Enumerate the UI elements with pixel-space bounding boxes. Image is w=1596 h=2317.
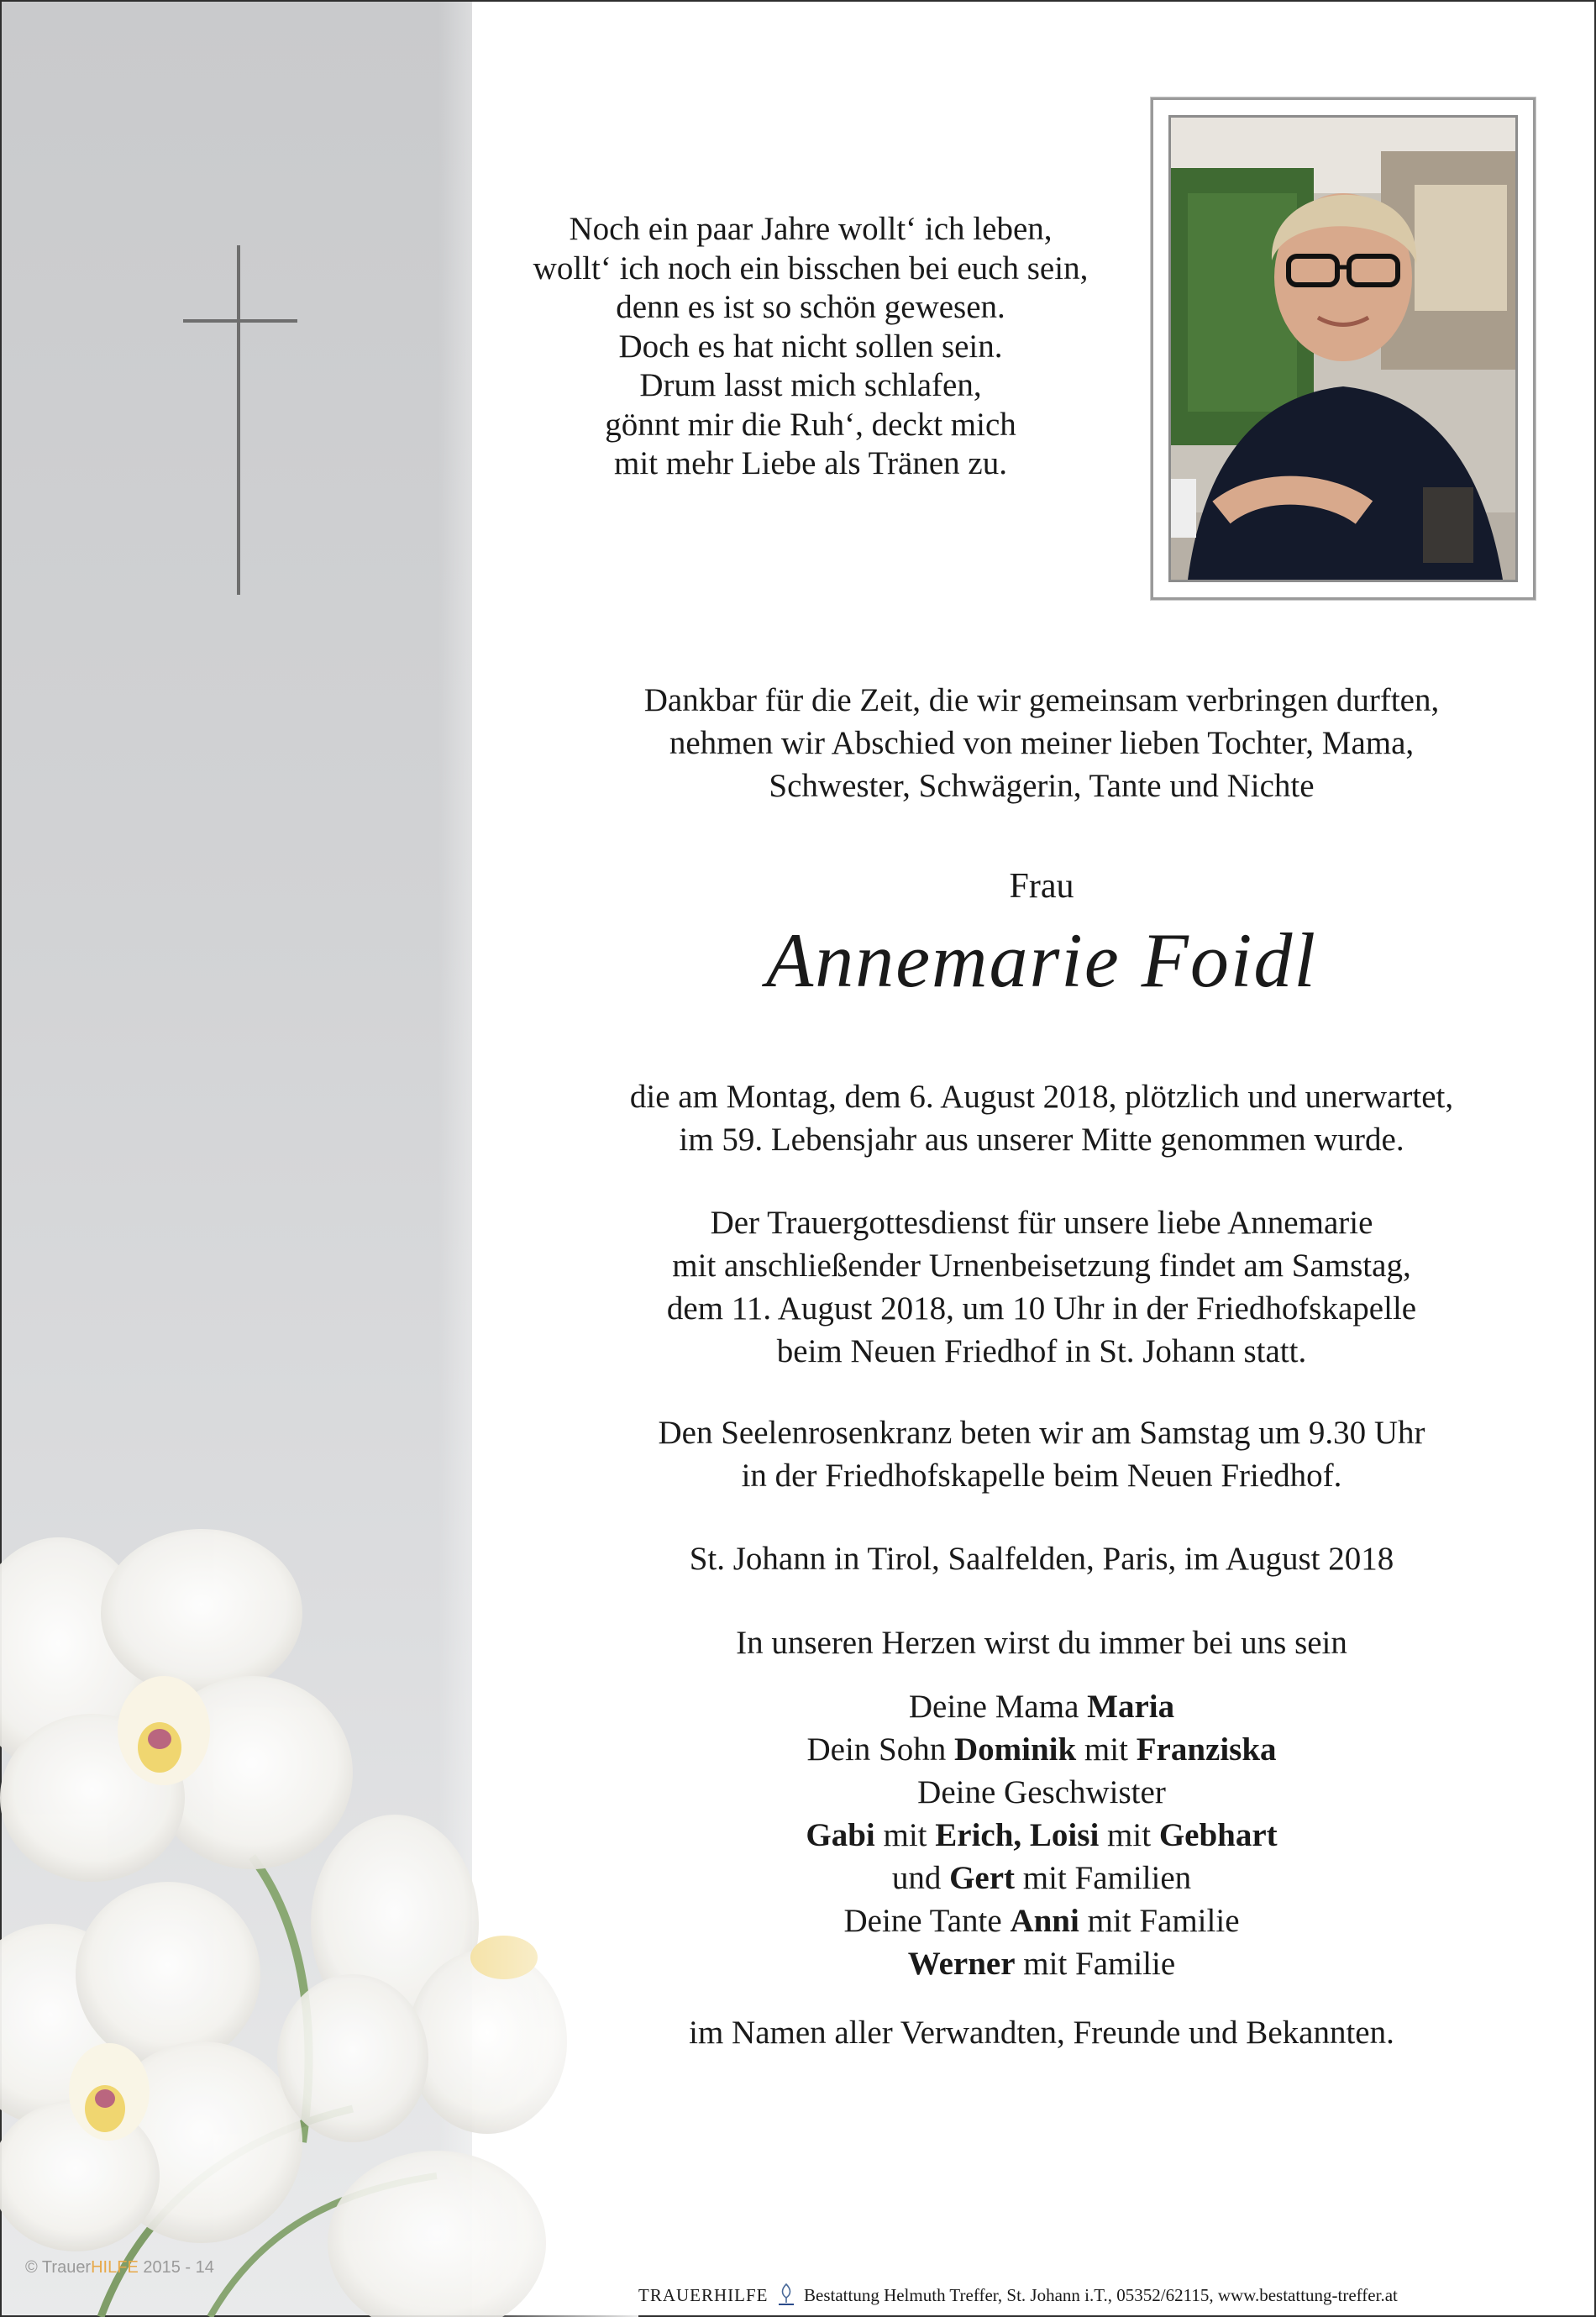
poem-line: Noch ein paar Jahre wollt‘ ich leben, <box>569 211 1053 247</box>
mourner-prefix: Deine Mama <box>908 1689 1079 1725</box>
mourner-prefix: Deine Tante <box>843 1903 1002 1939</box>
death-notice-line: die am Montag, dem 6. August 2018, plötzlich und unerwartet, <box>629 1079 1454 1115</box>
mourner-name: Werner <box>907 1946 1016 1982</box>
closing-line: im Namen aller Verwandten, Freunde und Bekannten. <box>689 2015 1394 2051</box>
mourner-uncle <box>521 1942 1562 1985</box>
intro-text <box>521 679 1562 807</box>
mourner-sibling-gert <box>521 1857 1562 1899</box>
mourner-name: Anni <box>1010 1903 1079 1939</box>
service-line: mit anschließender Urnenbeisetzung findet am Samstag, <box>672 1248 1411 1284</box>
death-notice <box>521 1075 1562 1161</box>
copyright-notice <box>25 2258 214 2278</box>
mourner-name: Maria <box>1087 1689 1175 1725</box>
poem-line: Doch es hat nicht sollen sein. <box>618 328 1003 365</box>
cross-icon <box>183 245 297 595</box>
portrait-photo-frame <box>1151 97 1536 600</box>
rosary-notice <box>521 1411 1562 1497</box>
poem <box>470 210 1151 484</box>
mourner-connector: mit <box>1107 1817 1152 1853</box>
mourner-name: Gabi <box>806 1817 875 1853</box>
mourner-name: Gebhart <box>1158 1817 1278 1853</box>
salutation: Frau <box>1009 867 1074 906</box>
intro-line: Schwester, Schwägerin, Tante und Nichte <box>769 768 1315 804</box>
portrait-photo <box>1168 115 1518 582</box>
poem-line: gönnt mir die Ruh‘, deckt mich <box>605 406 1016 443</box>
mourner-siblings <box>521 1814 1562 1857</box>
mourner-suffix: mit Familien <box>1022 1860 1192 1896</box>
rosary-line: Den Seelenrosenkranz beten wir am Samstag um 9.30 Uhr <box>658 1415 1425 1451</box>
mourner-prefix: Dein Sohn <box>806 1731 947 1768</box>
mourner-name: Dominik <box>953 1731 1077 1768</box>
footer <box>638 2283 1579 2306</box>
death-notice-line: im 59. Lebensjahr aus unserer Mitte genommen wurde. <box>679 1122 1404 1158</box>
copyright-prefix: © Trauer <box>25 2258 92 2277</box>
mourner-son <box>521 1728 1562 1771</box>
mourner-name: Franziska <box>1136 1731 1277 1768</box>
mourner-connector: mit <box>883 1817 927 1853</box>
poem-line: wollt‘ ich noch ein bisschen bei euch sein, <box>533 250 1089 286</box>
mourner-suffix: mit Familie <box>1087 1903 1240 1939</box>
mourner-mama <box>521 1685 1562 1728</box>
mourners-list <box>521 1685 1562 1985</box>
mourner-connector: mit <box>1084 1731 1128 1768</box>
mourner-siblings-heading: Deine Geschwister <box>917 1774 1166 1810</box>
intro-line: Dankbar für die Zeit, die wir gemeinsam verbringen durften, <box>643 682 1440 718</box>
service-line: dem 11. August 2018, um 10 Uhr in der Friedhofskapelle <box>666 1290 1417 1327</box>
portrait-image <box>1171 118 1515 580</box>
service-line: Der Trauergottesdienst für unsere liebe Annemarie <box>710 1205 1373 1241</box>
copyright-brand-accent: HILFE <box>91 2258 139 2277</box>
trauerhilfe-logo-icon <box>776 2283 796 2306</box>
mourner-name: Erich, <box>935 1817 1022 1853</box>
place-date: St. Johann in Tirol, Saalfelden, Paris, im August 2018 <box>689 1541 1394 1577</box>
funeral-service-notice <box>521 1201 1562 1373</box>
mourner-name: Loisi <box>1029 1817 1100 1853</box>
poem-line: Drum lasst mich schlafen, <box>639 367 982 403</box>
poem-line: mit mehr Liebe als Tränen zu. <box>614 445 1007 481</box>
mourner-suffix: mit Familie <box>1023 1946 1176 1982</box>
intro-line: nehmen wir Abschied von meiner lieben Tochter, Mama, <box>669 725 1415 761</box>
rosary-line: in der Friedhofskapelle beim Neuen Friedhof. <box>741 1458 1342 1494</box>
mourner-aunt <box>521 1899 1562 1942</box>
footer-details: Bestattung Helmuth Treffer, St. Johann i.T., 05352/62115, www.bestattung-treffer.at <box>804 2285 1398 2305</box>
mourner-prefix: und <box>891 1860 942 1896</box>
footer-brand: TRAUERHILFE <box>638 2285 769 2305</box>
deceased-name: Annemarie Foidl <box>766 917 1317 1003</box>
mourner-name: Gert <box>949 1860 1016 1896</box>
hearts-line: In unseren Herzen wirst du immer bei uns sein <box>736 1625 1347 1661</box>
poem-line: denn es ist so schön gewesen. <box>616 289 1005 325</box>
copyright-years: 2015 - 14 <box>143 2258 214 2277</box>
service-line: beim Neuen Friedhof in St. Johann statt. <box>776 1333 1307 1369</box>
